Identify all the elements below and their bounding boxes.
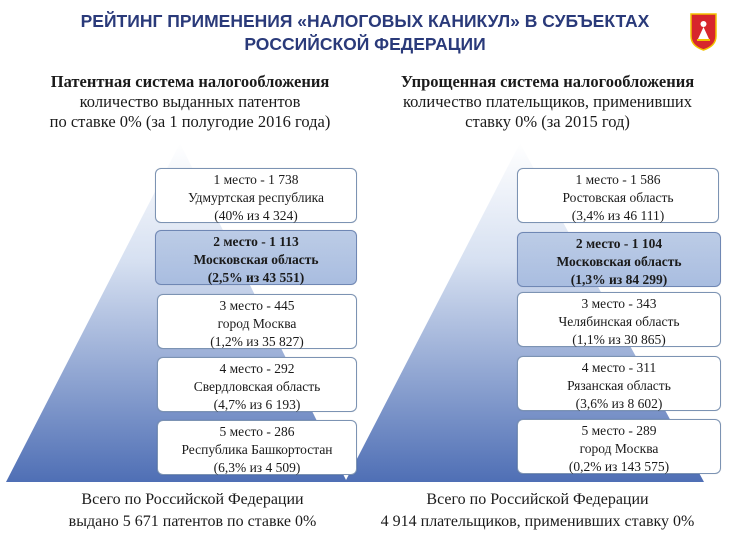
right-footer-line1: Всего по Российской Федерации — [426, 491, 649, 508]
left-rank-box-4 — [157, 357, 357, 412]
share-label: (3,4% из 46 111) — [571, 208, 665, 223]
right-heading — [375, 72, 720, 132]
share-label: (1,2% из 35 827) — [210, 334, 304, 349]
rank-label: 4 место - 292 — [219, 361, 295, 376]
left-footer-line1: Всего по Российской Федерации — [81, 491, 304, 508]
right-rank-box-1 — [517, 168, 719, 223]
slide-title-line1: РЕЙТИНГ ПРИМЕНЕНИЯ «НАЛОГОВЫХ КАНИКУЛ» В СУБЪЕКТАХ — [80, 11, 650, 31]
left-rank-box-3 — [157, 294, 357, 349]
share-label: (0,2% из 143 575) — [568, 459, 670, 474]
left-heading-sub1: количество выданных патентов — [79, 92, 301, 111]
rank-label: 4 место - 311 — [581, 360, 657, 375]
region-label: город Москва — [217, 316, 297, 331]
right-rank-box-5 — [517, 419, 721, 474]
rank-label: 3 место - 343 — [581, 296, 657, 311]
left-rank-box-2 — [155, 230, 357, 285]
region-label: Удмуртская республика — [187, 190, 325, 205]
share-label: (6,3% из 4 509) — [213, 460, 301, 475]
share-label: (1,1% из 30 865) — [572, 332, 666, 347]
region-label: Московская область — [193, 252, 319, 267]
right-heading-title: Упрощенная система налогообложения — [400, 72, 695, 91]
left-heading — [15, 72, 365, 132]
region-label: Рязанская область — [567, 378, 671, 393]
region-label: город Москва — [579, 441, 659, 456]
rank-label: 3 место - 445 — [219, 298, 295, 313]
right-footer — [345, 489, 730, 533]
right-rank-box-4 — [517, 356, 721, 411]
region-label: Челябинская область — [558, 314, 680, 329]
left-heading-sub2: по ставке 0% (за 1 полугодие 2016 года) — [49, 112, 331, 131]
share-label: (2,5% из 43 551) — [207, 270, 305, 285]
left-heading-title: Патентная система налогообложения — [50, 72, 330, 91]
right-heading-sub2: ставку 0% (за 2015 год) — [465, 112, 630, 131]
region-label: Свердловская область — [193, 379, 321, 394]
rank-label: 2 место - 1 104 — [575, 236, 663, 251]
right-rank-box-2 — [517, 232, 721, 287]
right-footer-line2: 4 914 плательщиков, применивших ставку 0% — [380, 513, 695, 530]
region-label: Республика Башкортостан — [181, 442, 333, 457]
share-label: (3,6% из 8 602) — [575, 396, 663, 411]
share-label: (4,7% из 6 193) — [213, 397, 301, 412]
share-label: (40% из 4 324) — [214, 208, 298, 223]
rank-label: 2 место - 1 113 — [213, 234, 299, 249]
region-label: Ростовская область — [562, 190, 674, 205]
left-footer — [20, 489, 365, 533]
left-rank-box-1 — [155, 168, 357, 223]
rank-label: 5 место - 286 — [219, 424, 295, 439]
left-footer-line2: выдано 5 671 патентов по ставке 0% — [68, 513, 317, 530]
left-rank-box-5 — [157, 420, 357, 475]
region-label: Московская область — [556, 254, 682, 269]
rank-label: 5 место - 289 — [581, 423, 657, 438]
share-label: (1,3% из 84 299) — [570, 272, 668, 287]
rank-label: 1 место - 1 586 — [575, 172, 661, 187]
slide-title-line2: РОССИЙСКОЙ ФЕДЕРАЦИИ — [244, 34, 486, 54]
right-heading-sub1: количество плательщиков, применивших — [402, 92, 693, 111]
right-rank-box-3 — [517, 292, 721, 347]
rank-label: 1 место - 1 738 — [213, 172, 299, 187]
